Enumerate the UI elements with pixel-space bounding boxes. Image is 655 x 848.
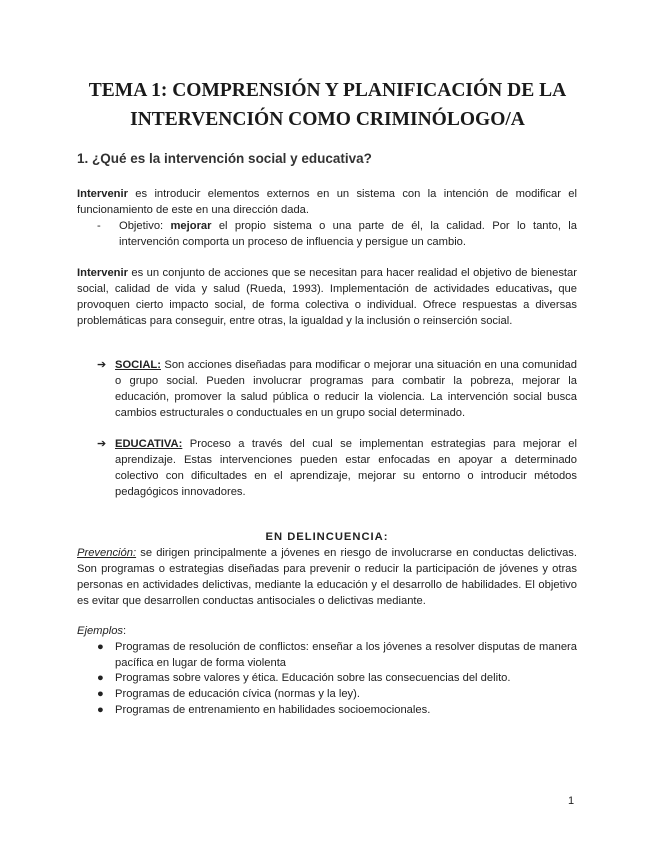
objective-keyword: mejorar [170,220,212,232]
list-item-text: Programas de entrenamiento en habilidades socioemocionales. [115,704,431,716]
prevencion-label: Prevención: [77,547,137,559]
delincuencia-heading: EN DELINCUENCIA: [265,531,389,543]
list-item [97,702,577,718]
definition-text: es introducir elementos externos en un sistema con la intención de modificar el funcionamiento de este en una dirección dada. [77,188,577,216]
prevencion-paragraph [77,545,577,609]
bullet-icon: ● [97,672,104,684]
social-item [97,357,577,421]
definition-paragraph-1 [77,186,577,218]
list-item-text: Programas sobre valores y ética. Educación sobre las consecuencias del delito. [115,672,511,684]
bullet-icon: ● [97,704,104,716]
page-number: 1 [568,795,575,807]
arrow-icon: ➔ [97,359,107,371]
social-text: Son acciones diseñadas para modificar o mejorar una situación en una comunidad o grupo social. Pueden involucrar programas para combatir la pobreza, mejorar la educación, promover la salud pública o reducir la violencia. La intervención social busca cambios estructurales o conductuales en un grupo social determinado. [115,359,577,419]
list-item [97,686,577,702]
educativa-text: Proceso a través del cual se implementan estrategias para mejorar el aprendizaje. Estas intervenciones pueden estar enfocadas en apoyar a determinado colectivo con dificultades en el aprendizaje, mejorar su entorno o introducir métodos pedagógicos innovadores. [115,438,577,498]
title-line-2: INTERVENCIÓN COMO CRIMINÓLOGO/A [130,109,525,130]
educativa-label: EDUCATIVA: [115,438,183,450]
prevencion-text: se dirigen principalmente a jóvenes en riesgo de involucrarse en conductas delictivas. Son programas o estrategias diseñadas para prevenir o reducir la participación de jóvenes y otras personas en actividades delictivas, mediante la educación y el desarrollo de habilidades. El objetivo es evitar que desarrollen conductas antisociales o delictivas mediante. [77,547,577,607]
title-line-1: TEMA 1: COMPRENSIÓN Y PLANIFICACIÓN DE LA [88,80,567,101]
paragraph-text-part1: es un conjunto de acciones que se necesitan para hacer realidad el objetivo de bienestar social, calidad de vida y salud (Rueda, 1993). Implementación de actividades educativas [77,267,577,295]
list-item [97,639,577,671]
paragraph-comma: , [549,283,553,295]
bullet-icon: ● [97,641,104,653]
definition-paragraph-2 [77,265,577,329]
page-title [60,76,595,134]
educativa-item [97,436,577,500]
ejemplos-label: Ejemplos: [77,625,127,637]
social-label: SOCIAL: [115,359,161,371]
objective-prefix: Objetivo: [119,220,171,232]
paragraph-text-part2: que provoquen cierto impacto social, de forma colectiva o individual. Ofrece respuestas a diversas problemáticas para conseguir, entre otras, la igualdad y la inclusión o reinserción social. [77,283,577,327]
term-intervenir: Intervenir [77,188,128,200]
dash-marker: - [97,220,101,232]
list-item-text: Programas de resolución de conflictos: enseñar a los jóvenes a resolver disputas de manera pacífica en lugar de forma violenta [115,641,577,669]
objective-text: el propio sistema o una parte de él, la calidad. Por lo tanto, la intervención comporta un proceso de influencia y persigue un cambio. [119,220,577,248]
list-item [97,670,577,686]
bullet-icon: ● [97,688,104,700]
objective-item [97,218,577,250]
arrow-icon: ➔ [97,438,107,450]
section-heading: 1. ¿Qué es la intervención social y educativa? [77,151,372,166]
term-intervenir-2: Intervenir [77,267,128,279]
list-item-text: Programas de educación cívica (normas y la ley). [115,688,360,700]
